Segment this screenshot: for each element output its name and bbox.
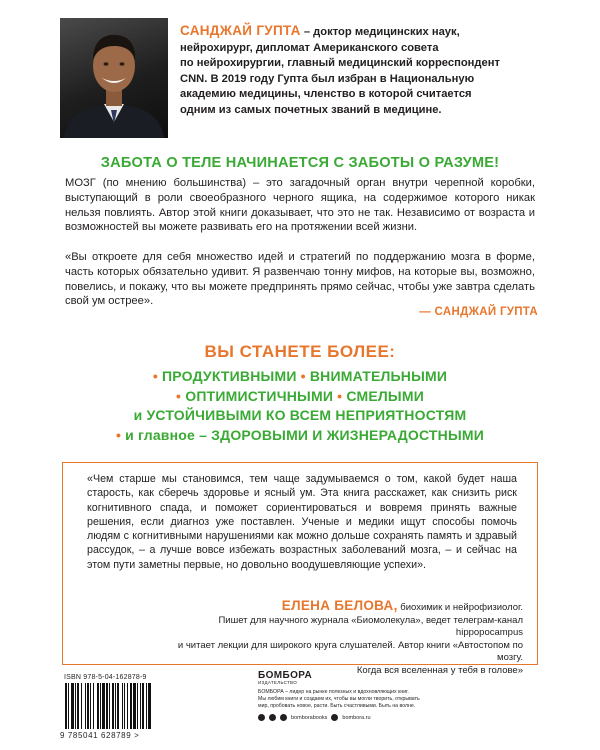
expert-name: ЕЛЕНА БЕЛОВА,	[281, 598, 398, 613]
bullet-icon: •	[152, 368, 158, 384]
publisher-site: bombora.ru	[342, 714, 371, 721]
bullet-icon: •	[176, 387, 182, 404]
telegram-icon	[269, 714, 276, 721]
barcode	[64, 683, 176, 729]
bullet-icon: •	[115, 426, 122, 443]
youtube-icon	[280, 714, 287, 721]
author-bio: САНДЖАЙ ГУПТА – доктор медицинских наук, нейрохирург, дипломат Американского совета по нейрохирургии, главный медицинский корреспондент CNN. В 2019 году Гупта был избран в Национальную академию медицины, членство в которой считается одним из самых почетных званий в медицине.	[180, 23, 500, 116]
benefits-title: ВЫ СТАНЕТЕ БОЛЕЕ:	[204, 342, 396, 361]
benefits-line: и УСТОЙЧИВЫМИ КО ВСЕМ НЕПРИЯТНОСТЯМ	[133, 407, 467, 423]
benefits-line: • ОПТИМИСТИЧНЫМИ • СМЕЛЫМИ	[176, 387, 424, 404]
expert-quote-text: «Чем старше мы становимся, тем чаще задумываемся о том, какой будет наша старость, как сберечь здоровье и ясный ум. Эта книга расскажет, как снизить риск когнитивного спада, и поможет сориентироваться и вовремя принять важные решения, если диагноз уже поставлен. Ученые и медики ищут способы помочь людям с когнитивными нарушениями как можно дольше сохранять память и здравый рассудок, – а лучше вовсе избежать возрастных заболеваний мозга, – и сейчас на этом пути заметны первые, но довольно воодушевляющие успехи».	[87, 473, 517, 571]
benefits-line: • и главное – ЗДОРОВЫМИ И ЖИЗНЕРАДОСТНЫМИ	[115, 426, 485, 443]
description-paragraph: МОЗГ (по мнению большинства) – это загадочный орган внутри черепной коробки, выступающий в роли своеобразного черного ящика, на содержимое которого никак нельзя повлиять. Автор этой книги доказывает, что это не так. Независимо от возраста и возможностей вы можете развивать его на протяжении всей жизни.	[65, 177, 535, 234]
author-name: САНДЖАЙ ГУПТА	[180, 23, 301, 38]
bullet-icon: •	[337, 387, 343, 404]
publisher-subtitle: ИЗДАТЕЛЬСТВО	[258, 680, 298, 685]
globe-icon	[331, 714, 338, 721]
barcode-number: 9 785041 628789 >	[60, 731, 140, 740]
bullet-icon: •	[300, 368, 306, 384]
publisher-description: БОМБОРА – лидер на рынке полезных и вдохновляющих книг. Мы любим книги и создаем их, чтобы вы могли творить, открывать мир, пробовать новое, расти. Быть счастливыми. Быть на волне.	[258, 689, 420, 709]
publisher-logo: БОМБОРА	[258, 670, 313, 681]
author-quote-paragraph: «Вы откроете для себя множество идей и стратегий по поддержанию мозга в форме, часть которых обязательно удивит. Я развенчаю тонну мифов, на которые вы, возможно, повелись, и покажу, что вы можете предпринять прямо сейчас, чтобы уже завтра сделать свой ум острее».	[65, 251, 535, 308]
author-block	[60, 18, 540, 138]
author-photo	[60, 18, 168, 138]
quote-signature: — САНДЖАЙ ГУПТА	[419, 306, 538, 318]
publisher-social: bomborabooks	[291, 714, 328, 721]
publisher-block	[258, 670, 498, 721]
expert-attribution: ЕЛЕНА БЕЛОВА, биохимик и нейрофизиолог. Пишет для научного журнала «Биомолекула», ведет телеграм-канал hippopocampus и читает лекции для широкого круга слушателей. Автор книги «Автостопом по мозгу. Когда вся вселенная у тебя в голове»	[177, 598, 523, 676]
publisher-links	[258, 714, 498, 721]
vk-icon	[258, 714, 265, 721]
benefits-list	[0, 367, 600, 445]
isbn-label: ISBN 978-5-04-162878-9	[64, 674, 147, 681]
tagline-heading: ЗАБОТА О ТЕЛЕ НАЧИНАЕТСЯ С ЗАБОТЫ О РАЗУМЕ!	[100, 155, 500, 171]
benefits-line: • ПРОДУКТИВНЫМИ • ВНИМАТЕЛЬНЫМИ	[152, 368, 448, 384]
